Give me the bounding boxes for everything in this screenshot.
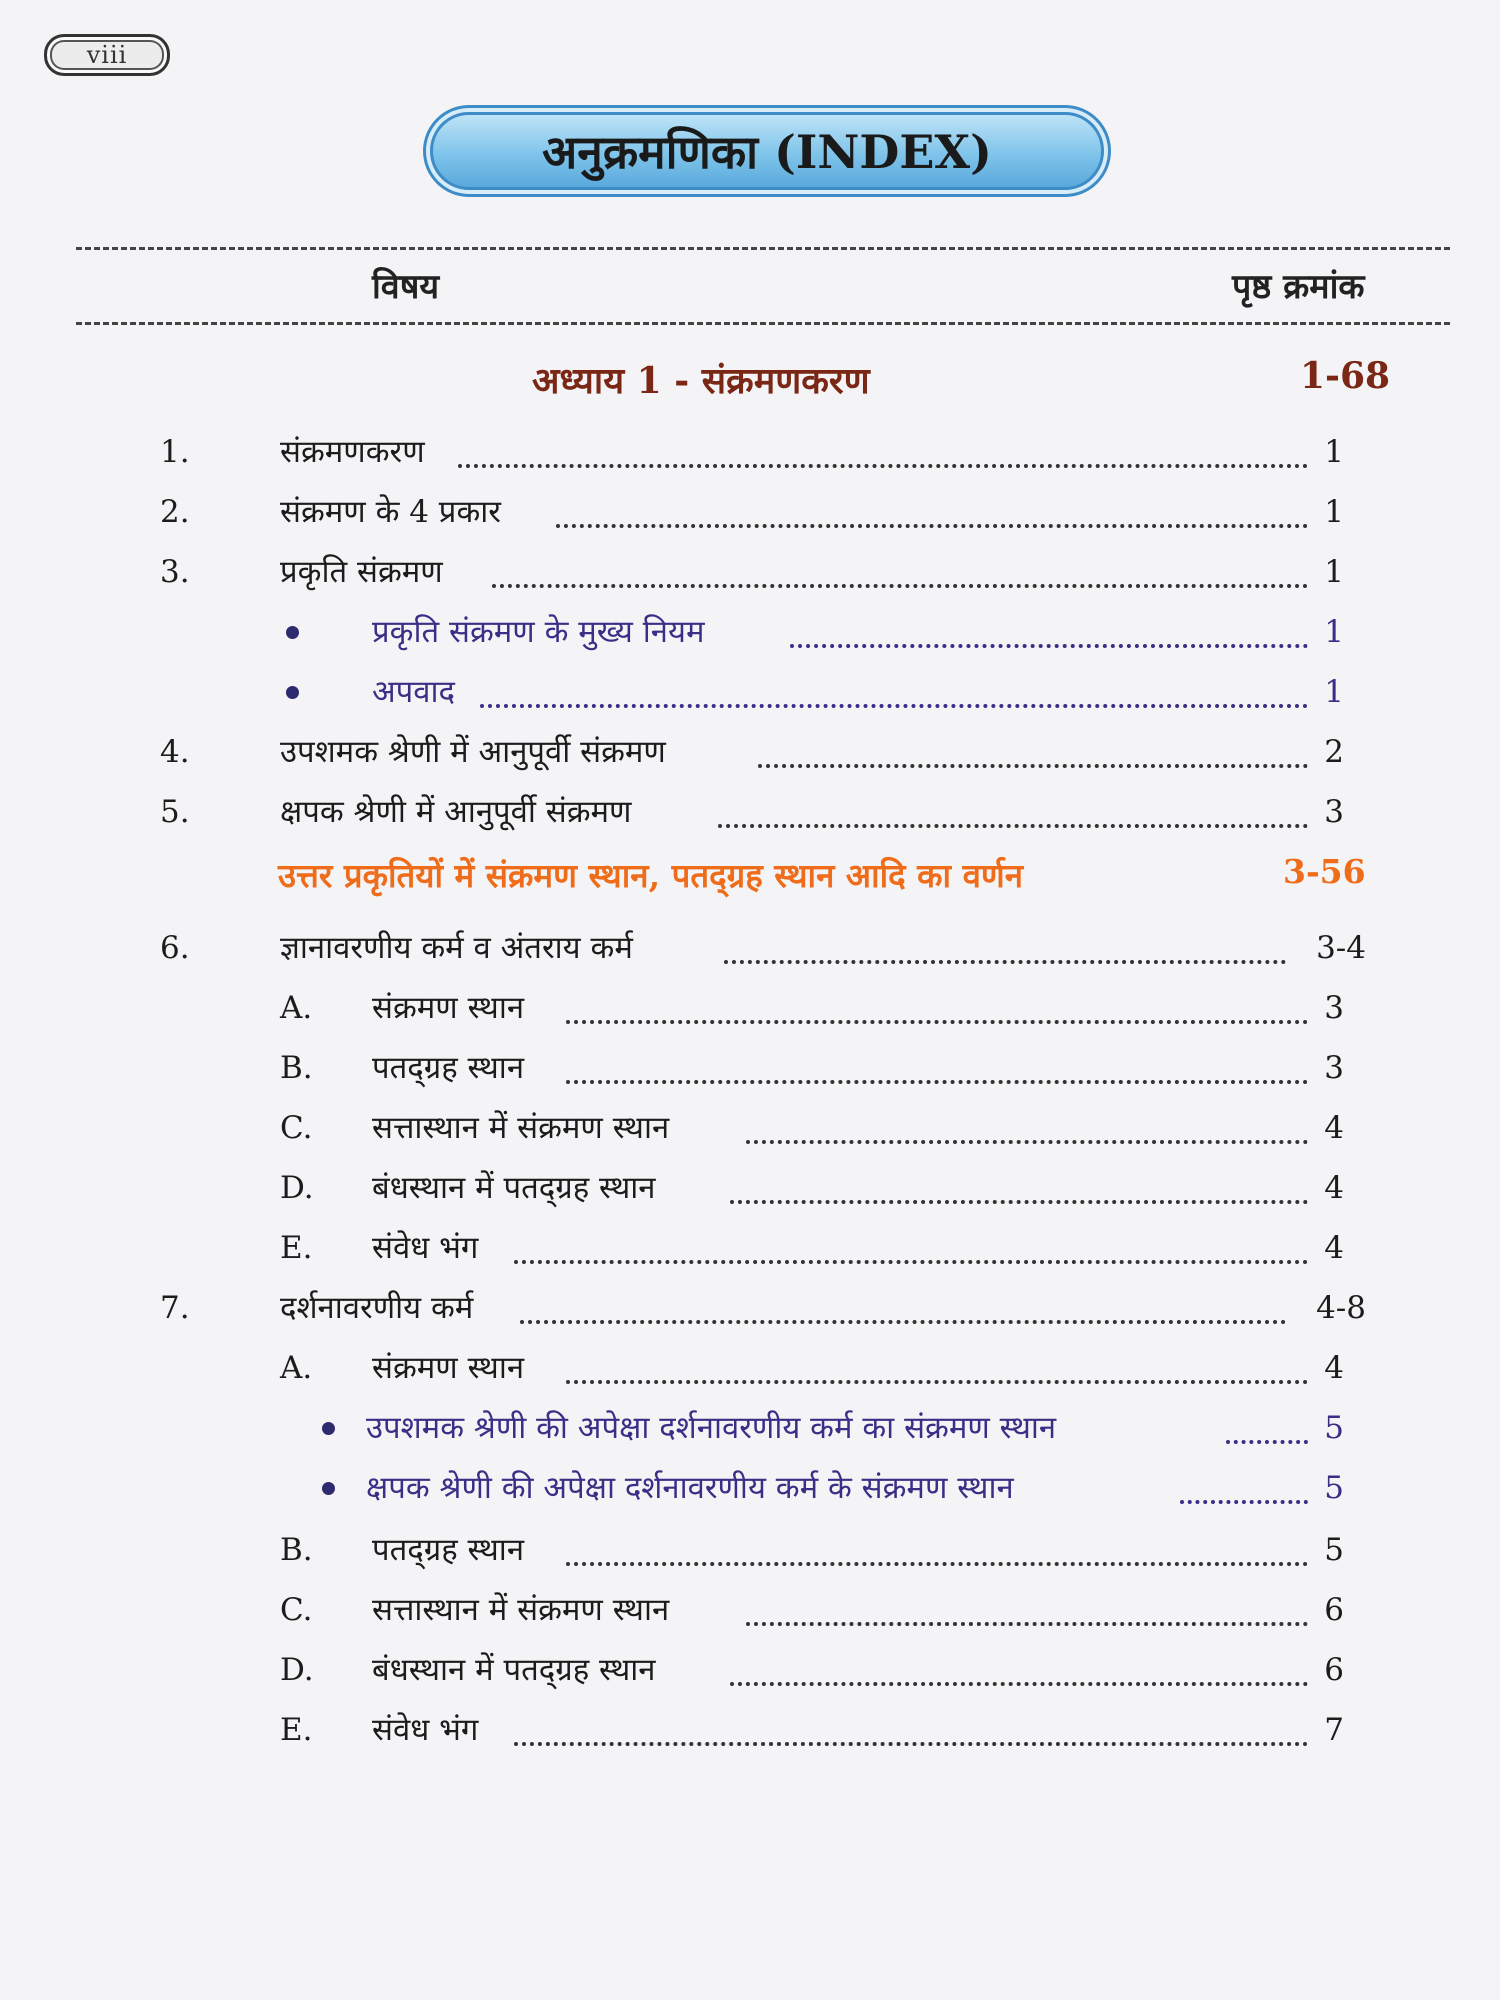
entry-text: प्रकृति संक्रमण <box>280 554 443 590</box>
chapter-title: अध्याय 1 - संक्रमणकरण <box>532 360 870 402</box>
dot-leader <box>492 544 1308 600</box>
entry-marker: A. <box>280 990 313 1026</box>
dot-leader <box>718 784 1308 840</box>
dot-leader <box>566 1340 1308 1396</box>
entry-page: 7 <box>1324 1712 1344 1748</box>
dot-leader <box>730 1642 1308 1698</box>
entry-text: संक्रमण स्थान <box>372 1350 525 1386</box>
entry-marker: C. <box>280 1592 313 1628</box>
dot-leader <box>514 1220 1308 1276</box>
index-entry <box>0 1642 1500 1698</box>
header-top-rule <box>76 247 1450 250</box>
entry-marker: B. <box>280 1532 313 1568</box>
dot-leader <box>790 604 1308 660</box>
dot-leader <box>730 1160 1308 1216</box>
index-entry <box>0 664 1500 720</box>
bullet-icon <box>322 1482 335 1495</box>
entry-text: संक्रमण के 4 प्रकार <box>280 494 501 530</box>
section-title: उत्तर प्रकृतियों में संक्रमण स्थान, पतद्ग्रह स्थान आदि का वर्णन <box>278 856 1024 895</box>
dot-leader <box>458 424 1308 480</box>
entry-text: संवेध भंग <box>372 1712 479 1748</box>
entry-page: 5 <box>1324 1470 1344 1506</box>
entry-page: 6 <box>1324 1592 1344 1628</box>
entry-marker: 3. <box>160 554 190 590</box>
entry-text: उपशमक श्रेणी में आनुपूर्वी संक्रमण <box>280 734 666 770</box>
index-entry <box>0 1160 1500 1216</box>
section-pages: 3-56 <box>1283 852 1366 891</box>
header-subject: विषय <box>372 267 440 307</box>
entry-marker: A. <box>280 1350 313 1386</box>
entry-text: प्रकृति संक्रमण के मुख्य नियम <box>372 614 705 650</box>
dot-leader <box>480 664 1308 720</box>
entry-page: 1 <box>1324 554 1344 590</box>
index-entry <box>0 1460 1500 1516</box>
entry-page: 3-4 <box>1316 930 1366 966</box>
bullet-icon <box>286 686 299 699</box>
index-entry <box>0 1100 1500 1156</box>
bullet-icon <box>286 626 299 639</box>
dot-leader <box>566 1522 1308 1578</box>
entry-text: क्षपक श्रेणी में आनुपूर्वी संक्रमण <box>280 794 632 830</box>
index-entry <box>0 920 1500 976</box>
entry-page: 2 <box>1324 734 1344 770</box>
index-entry <box>0 604 1500 660</box>
dot-leader <box>566 1040 1308 1096</box>
entry-text: बंधस्थान में पतद्ग्रह स्थान <box>372 1170 656 1206</box>
entry-page: 4 <box>1324 1230 1344 1266</box>
chapter-pages: 1-68 <box>1300 355 1391 397</box>
dot-leader <box>520 1280 1286 1336</box>
entry-page: 3 <box>1324 990 1344 1026</box>
index-entry <box>0 1280 1500 1336</box>
entry-marker: B. <box>280 1050 313 1086</box>
dot-leader <box>556 484 1308 540</box>
index-entry <box>0 1400 1500 1456</box>
entry-page: 6 <box>1324 1652 1344 1688</box>
dot-leader <box>724 920 1286 976</box>
entry-marker: 1. <box>160 434 190 470</box>
header-page: पृष्ठ क्रमांक <box>1232 267 1365 307</box>
entry-page: 4 <box>1324 1110 1344 1146</box>
entry-page: 3 <box>1324 1050 1344 1086</box>
entry-marker: E. <box>280 1712 313 1748</box>
entry-text: संक्रमण स्थान <box>372 990 525 1026</box>
entry-text: उपशमक श्रेणी की अपेक्षा दर्शनावरणीय कर्म का संक्रमण स्थान <box>366 1410 1057 1446</box>
entry-text: सत्तास्थान में संक्रमण स्थान <box>372 1592 670 1628</box>
entry-page: 4-8 <box>1316 1290 1366 1326</box>
entry-text: सत्तास्थान में संक्रमण स्थान <box>372 1110 670 1146</box>
entry-marker: D. <box>280 1652 314 1688</box>
entry-page: 4 <box>1324 1170 1344 1206</box>
index-entry <box>0 1220 1500 1276</box>
dot-leader <box>746 1582 1308 1638</box>
entry-text: संक्रमणकरण <box>280 434 425 470</box>
index-title: अनुक्रमणिका (INDEX) <box>430 112 1104 190</box>
dot-leader <box>514 1702 1308 1758</box>
entry-marker: 4. <box>160 734 190 770</box>
entry-page: 5 <box>1324 1410 1344 1446</box>
entry-page: 1 <box>1324 614 1344 650</box>
index-entry <box>0 1040 1500 1096</box>
entry-page: 1 <box>1324 494 1344 530</box>
dot-leader <box>1180 1460 1308 1516</box>
index-entry <box>0 544 1500 600</box>
entry-marker: 6. <box>160 930 190 966</box>
index-entry <box>0 980 1500 1036</box>
entry-marker: 5. <box>160 794 190 830</box>
entry-text: क्षपक श्रेणी की अपेक्षा दर्शनावरणीय कर्म के संक्रमण स्थान <box>366 1470 1014 1506</box>
header-bottom-rule <box>76 322 1450 325</box>
index-entry <box>0 424 1500 480</box>
entry-text: दर्शनावरणीय कर्म <box>280 1290 474 1326</box>
dot-leader <box>746 1100 1308 1156</box>
entry-page: 1 <box>1324 434 1344 470</box>
entry-text: बंधस्थान में पतद्ग्रह स्थान <box>372 1652 656 1688</box>
page-number-badge: viii <box>44 34 170 76</box>
entry-text: पतद्ग्रह स्थान <box>372 1050 525 1086</box>
entry-text: पतद्ग्रह स्थान <box>372 1532 525 1568</box>
index-entry <box>0 724 1500 780</box>
entry-text: संवेध भंग <box>372 1230 479 1266</box>
index-entry <box>0 1582 1500 1638</box>
entry-text: अपवाद <box>372 674 456 710</box>
entry-page: 1 <box>1324 674 1344 710</box>
index-entry <box>0 484 1500 540</box>
entry-marker: 2. <box>160 494 190 530</box>
entry-marker: D. <box>280 1170 314 1206</box>
entry-marker: C. <box>280 1110 313 1146</box>
entry-page: 3 <box>1324 794 1344 830</box>
index-entry <box>0 1522 1500 1578</box>
dot-leader <box>566 980 1308 1036</box>
index-entry <box>0 1340 1500 1396</box>
entry-text: ज्ञानावरणीय कर्म व अंतराय कर्म <box>280 930 633 966</box>
index-entry <box>0 784 1500 840</box>
dot-leader <box>1226 1400 1308 1456</box>
index-entry <box>0 1702 1500 1758</box>
entry-marker: 7. <box>160 1290 190 1326</box>
bullet-icon <box>322 1422 335 1435</box>
dot-leader <box>758 724 1308 780</box>
entry-page: 4 <box>1324 1350 1344 1386</box>
entry-page: 5 <box>1324 1532 1344 1568</box>
entry-marker: E. <box>280 1230 313 1266</box>
